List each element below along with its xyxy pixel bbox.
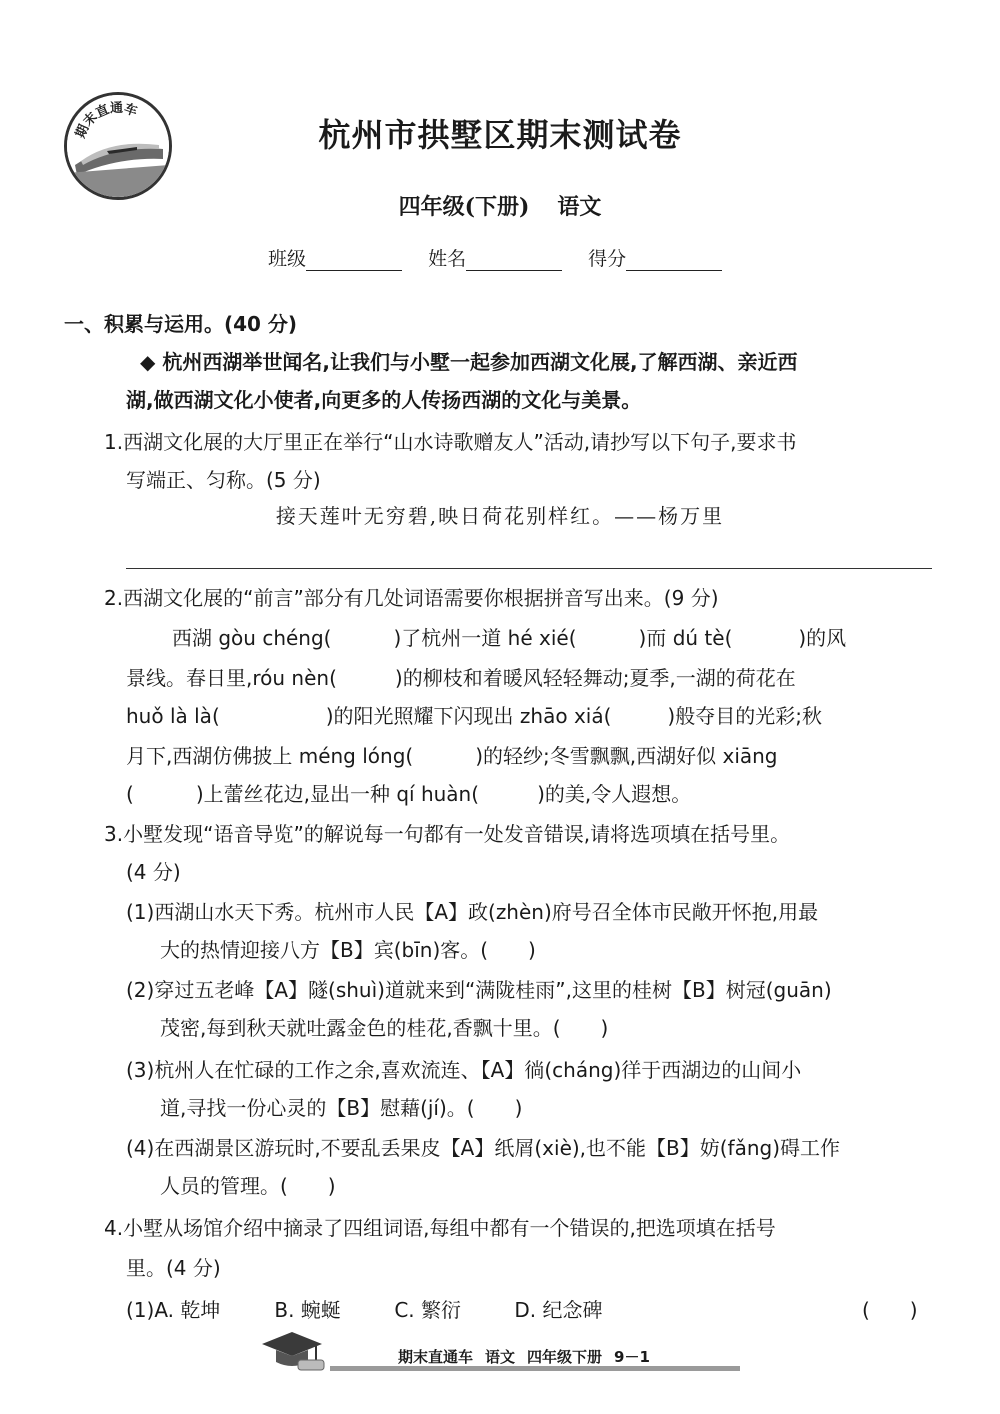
subtitle [0, 190, 1000, 221]
pinyin: méng lóng [298, 744, 406, 768]
student-info-fields [268, 244, 742, 271]
name-input-line[interactable] [466, 250, 562, 271]
pinyin: zhāo xiá [519, 704, 604, 728]
intro-line-1: ◆ 杭州西湖举世闻名,让我们与小墅一起参加西湖文化展,了解西湖、亲近西 [140, 350, 798, 374]
subject-label: 语文 [557, 194, 602, 220]
q2-para-line-1: 西湖 gòu chéng( )了杭州一道 hé xié( )而 dú tè( )的风 [172, 626, 847, 650]
footer-subject: 语文 [485, 1348, 516, 1366]
class-input-line[interactable] [306, 250, 402, 271]
q3-item-2-line-2: 茂密,每到秋天就吐露金色的桂花,香飘十里。( ) [160, 1016, 609, 1040]
q1-line-1: 1.西湖文化展的大厅里正在举行“山水诗歌赠友人”活动,请抄写以下句子,要求书 [104, 430, 797, 454]
q2-line-1: 2.西湖文化展的“前言”部分有几处词语需要你根据拼音写出来。(9 分) [104, 586, 719, 610]
footer-page: 9－1 [614, 1348, 650, 1366]
q1-answer-line[interactable] [126, 568, 932, 569]
pinyin: hé xié [507, 626, 569, 650]
q2-para-line-2: 景线。春日里,róu nèn( )的柳枝和着暖风轻轻舞动;夏季,一湖的荷花在 [126, 666, 796, 690]
intro-line-2: 湖,做西湖文化小使者,向更多的人传扬西湖的文化与美景。 [126, 388, 642, 412]
q1-poem: 接天莲叶无穷碧,映日荷花别样红。——杨万里 [275, 504, 725, 528]
q3-item-4-line-2: 人员的管理。( ) [160, 1174, 336, 1198]
pinyin: xiāng [722, 744, 778, 768]
q4-line-1: 4.小墅从场馆介绍中摘录了四组词语,每组中都有一个错误的,把选项填在括号 [104, 1216, 776, 1240]
q1-line-2: 写端正、匀称。(5 分) [126, 468, 321, 492]
q2-para-line-5: ( )上蕾丝花边,显出一种 qí huàn( )的美,令人遐想。 [126, 782, 692, 806]
q2-para-line-4: 月下,西湖仿佛披上 méng lóng( )的轻纱;冬雪飘飘,西湖好似 xiāng [126, 744, 778, 768]
q4-item-1 [126, 1294, 634, 1323]
footer-grade: 四年级下册 [527, 1348, 603, 1366]
q2-para-line-3: huǒ là là( )的阳光照耀下闪现出 zhāo xiá( )般夺目的光彩;秋 [126, 704, 822, 728]
option-d: D. 纪念碑 [514, 1298, 603, 1322]
name-label: 姓名 [428, 248, 467, 270]
pinyin: gòu chéng [218, 626, 324, 650]
q3-item-4-line-1: (4)在西湖景区游玩时,不要乱丢果皮【A】纸屑(xiè),也不能【B】妨(fǎng)碍工作 [126, 1136, 841, 1160]
q3-item-3-line-2: 道,寻找一份心灵的【B】慰藉(jí)。( ) [160, 1096, 523, 1120]
q3-item-1-line-1: (1)西湖山水天下秀。杭州市人民【A】政(zhèn)府号召全体市民敞开怀抱,用最 [126, 900, 819, 924]
option-a: A. 乾坤 [154, 1298, 221, 1322]
section-heading: 一、积累与运用。(40 分) [64, 312, 298, 336]
pinyin: dú tè [672, 626, 725, 650]
graduation-cap-icon [258, 1330, 328, 1378]
q3-item-2-line-1: (2)穿过五老峰【A】隧(shuì)道就来到“满陇桂雨”,这里的桂树【B】树冠(guān) [126, 978, 832, 1002]
footer-brand: 期末直通车 [398, 1348, 474, 1366]
option-b: B. 蜿蜒 [274, 1298, 341, 1322]
grade-label: 四年级(下册) [398, 194, 530, 220]
q3-line-2: (4 分) [126, 860, 181, 884]
q4-answer-paren[interactable]: ( ) [862, 1298, 918, 1322]
q4-line-2: 里。(4 分) [126, 1256, 221, 1280]
q4-item-number: (1) [126, 1298, 155, 1322]
q3-item-1-line-2: 大的热情迎接八方【B】宾(bīn)客。( ) [160, 938, 536, 962]
svg-text:期末直通车: 期末直通车 [73, 100, 140, 141]
score-input-line[interactable] [626, 250, 722, 271]
score-label: 得分 [588, 248, 627, 270]
pinyin: qí huàn [396, 782, 472, 806]
option-c: C. 繁衍 [394, 1298, 462, 1322]
pinyin: róu nèn [252, 666, 330, 690]
q3-item-3-line-1: (3)杭州人在忙碌的工作之余,喜欢流连、【A】徜(cháng)徉于西湖边的山间小 [126, 1058, 802, 1082]
q3-line-1: 3.小墅发现“语音导览”的解说每一句都有一处发音错误,请将选项填在括号里。 [104, 822, 791, 846]
footer-info [398, 1346, 662, 1367]
pinyin: huǒ là là [126, 704, 212, 728]
class-label: 班级 [268, 248, 307, 270]
page-title: 杭州市拱墅区期末测试卷 [318, 116, 682, 154]
